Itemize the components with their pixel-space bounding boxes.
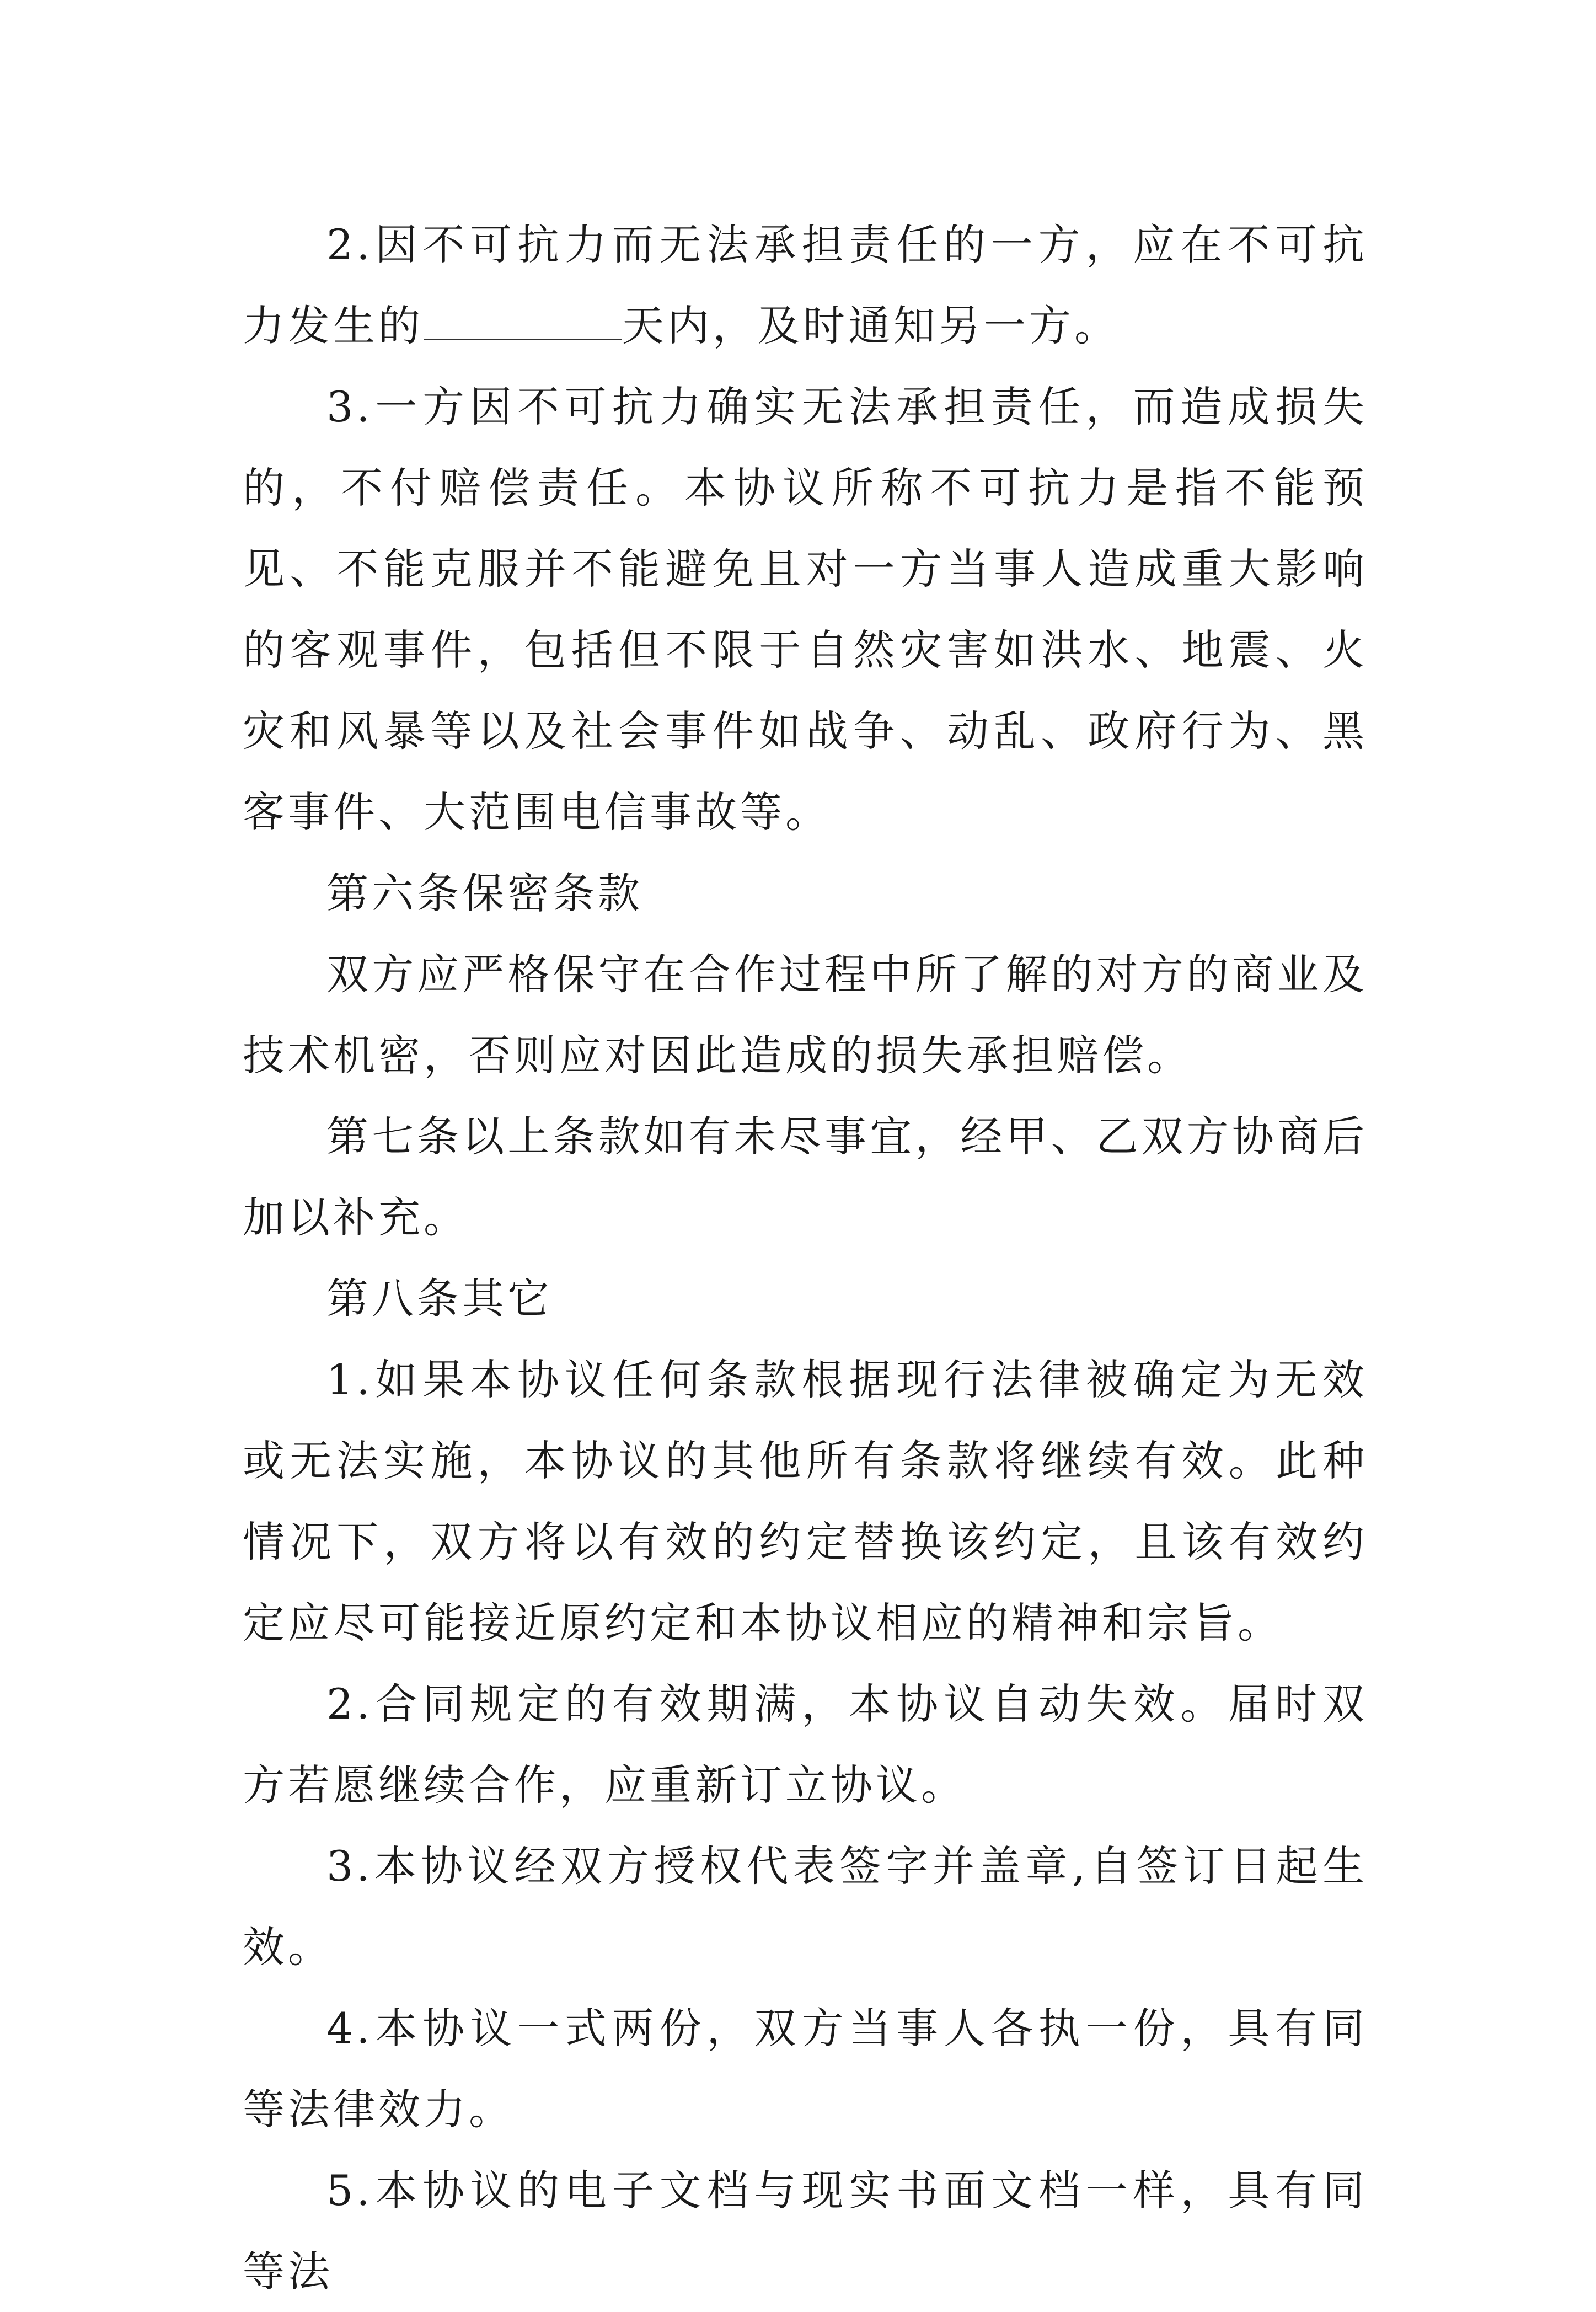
article-8-heading: 第八条其它 bbox=[326, 1274, 553, 1323]
paragraph-force-majeure-definition: 3.一方因不可抗力确实无法承担责任，而造成损失的，不付赔偿责任。本协议所称不可抗力是指不能预见、不能克服并不能避免且对一方当事人造成重大影响的客观事件，包括但不限于自然灾害如洪水、地震、火灾和风暴等以及社会事件如战争、动乱、政府行为、黑客事件、大范围电信事故等。 bbox=[243, 382, 1368, 837]
paragraph-text-before-blank: 2.因不可抗力而无法承担责任的一方，应在不可抗力发生的 bbox=[243, 220, 1368, 350]
fill-in-blank bbox=[424, 306, 622, 340]
paragraph-effective-date: 3.本协议经双方授权代表签字并盖章,自签订日起生效。 bbox=[243, 1842, 1368, 1972]
document-body bbox=[243, 204, 1368, 2312]
paragraph-text-after-blank: 天内，及时通知另一方。 bbox=[622, 301, 1120, 350]
paragraph-severability: 1.如果本协议任何条款根据现行法律被确定为无效或无法实施，本协议的其他所有条款将继续有效。此种情况下，双方将以有效的约定替换该约定，且该有效约定应尽可能接近原约定和本协议相应的精神和宗旨。 bbox=[243, 1355, 1368, 1647]
article-7-paragraph: 第七条以上条款如有未尽事宜，经甲、乙双方协商后加以补充。 bbox=[243, 1112, 1368, 1242]
paragraph-expiry: 2.合同规定的有效期满，本协议自动失效。届时双方若愿继续合作，应重新订立协议。 bbox=[243, 1679, 1368, 1810]
paragraph-confidentiality: 双方应严格保守在合作过程中所了解的对方的商业及技术机密，否则应对因此造成的损失承担赔偿。 bbox=[243, 950, 1368, 1080]
paragraph-force-majeure-notice bbox=[243, 204, 1368, 366]
article-6-heading: 第六条保密条款 bbox=[326, 869, 643, 918]
paragraph-copies: 4.本协议一式两份，双方当事人各执一份，具有同等法律效力。 bbox=[243, 2004, 1368, 2134]
paragraph-electronic-copy: 5.本协议的电子文档与现实书面文档一样，具有同等法 bbox=[243, 2166, 1368, 2296]
